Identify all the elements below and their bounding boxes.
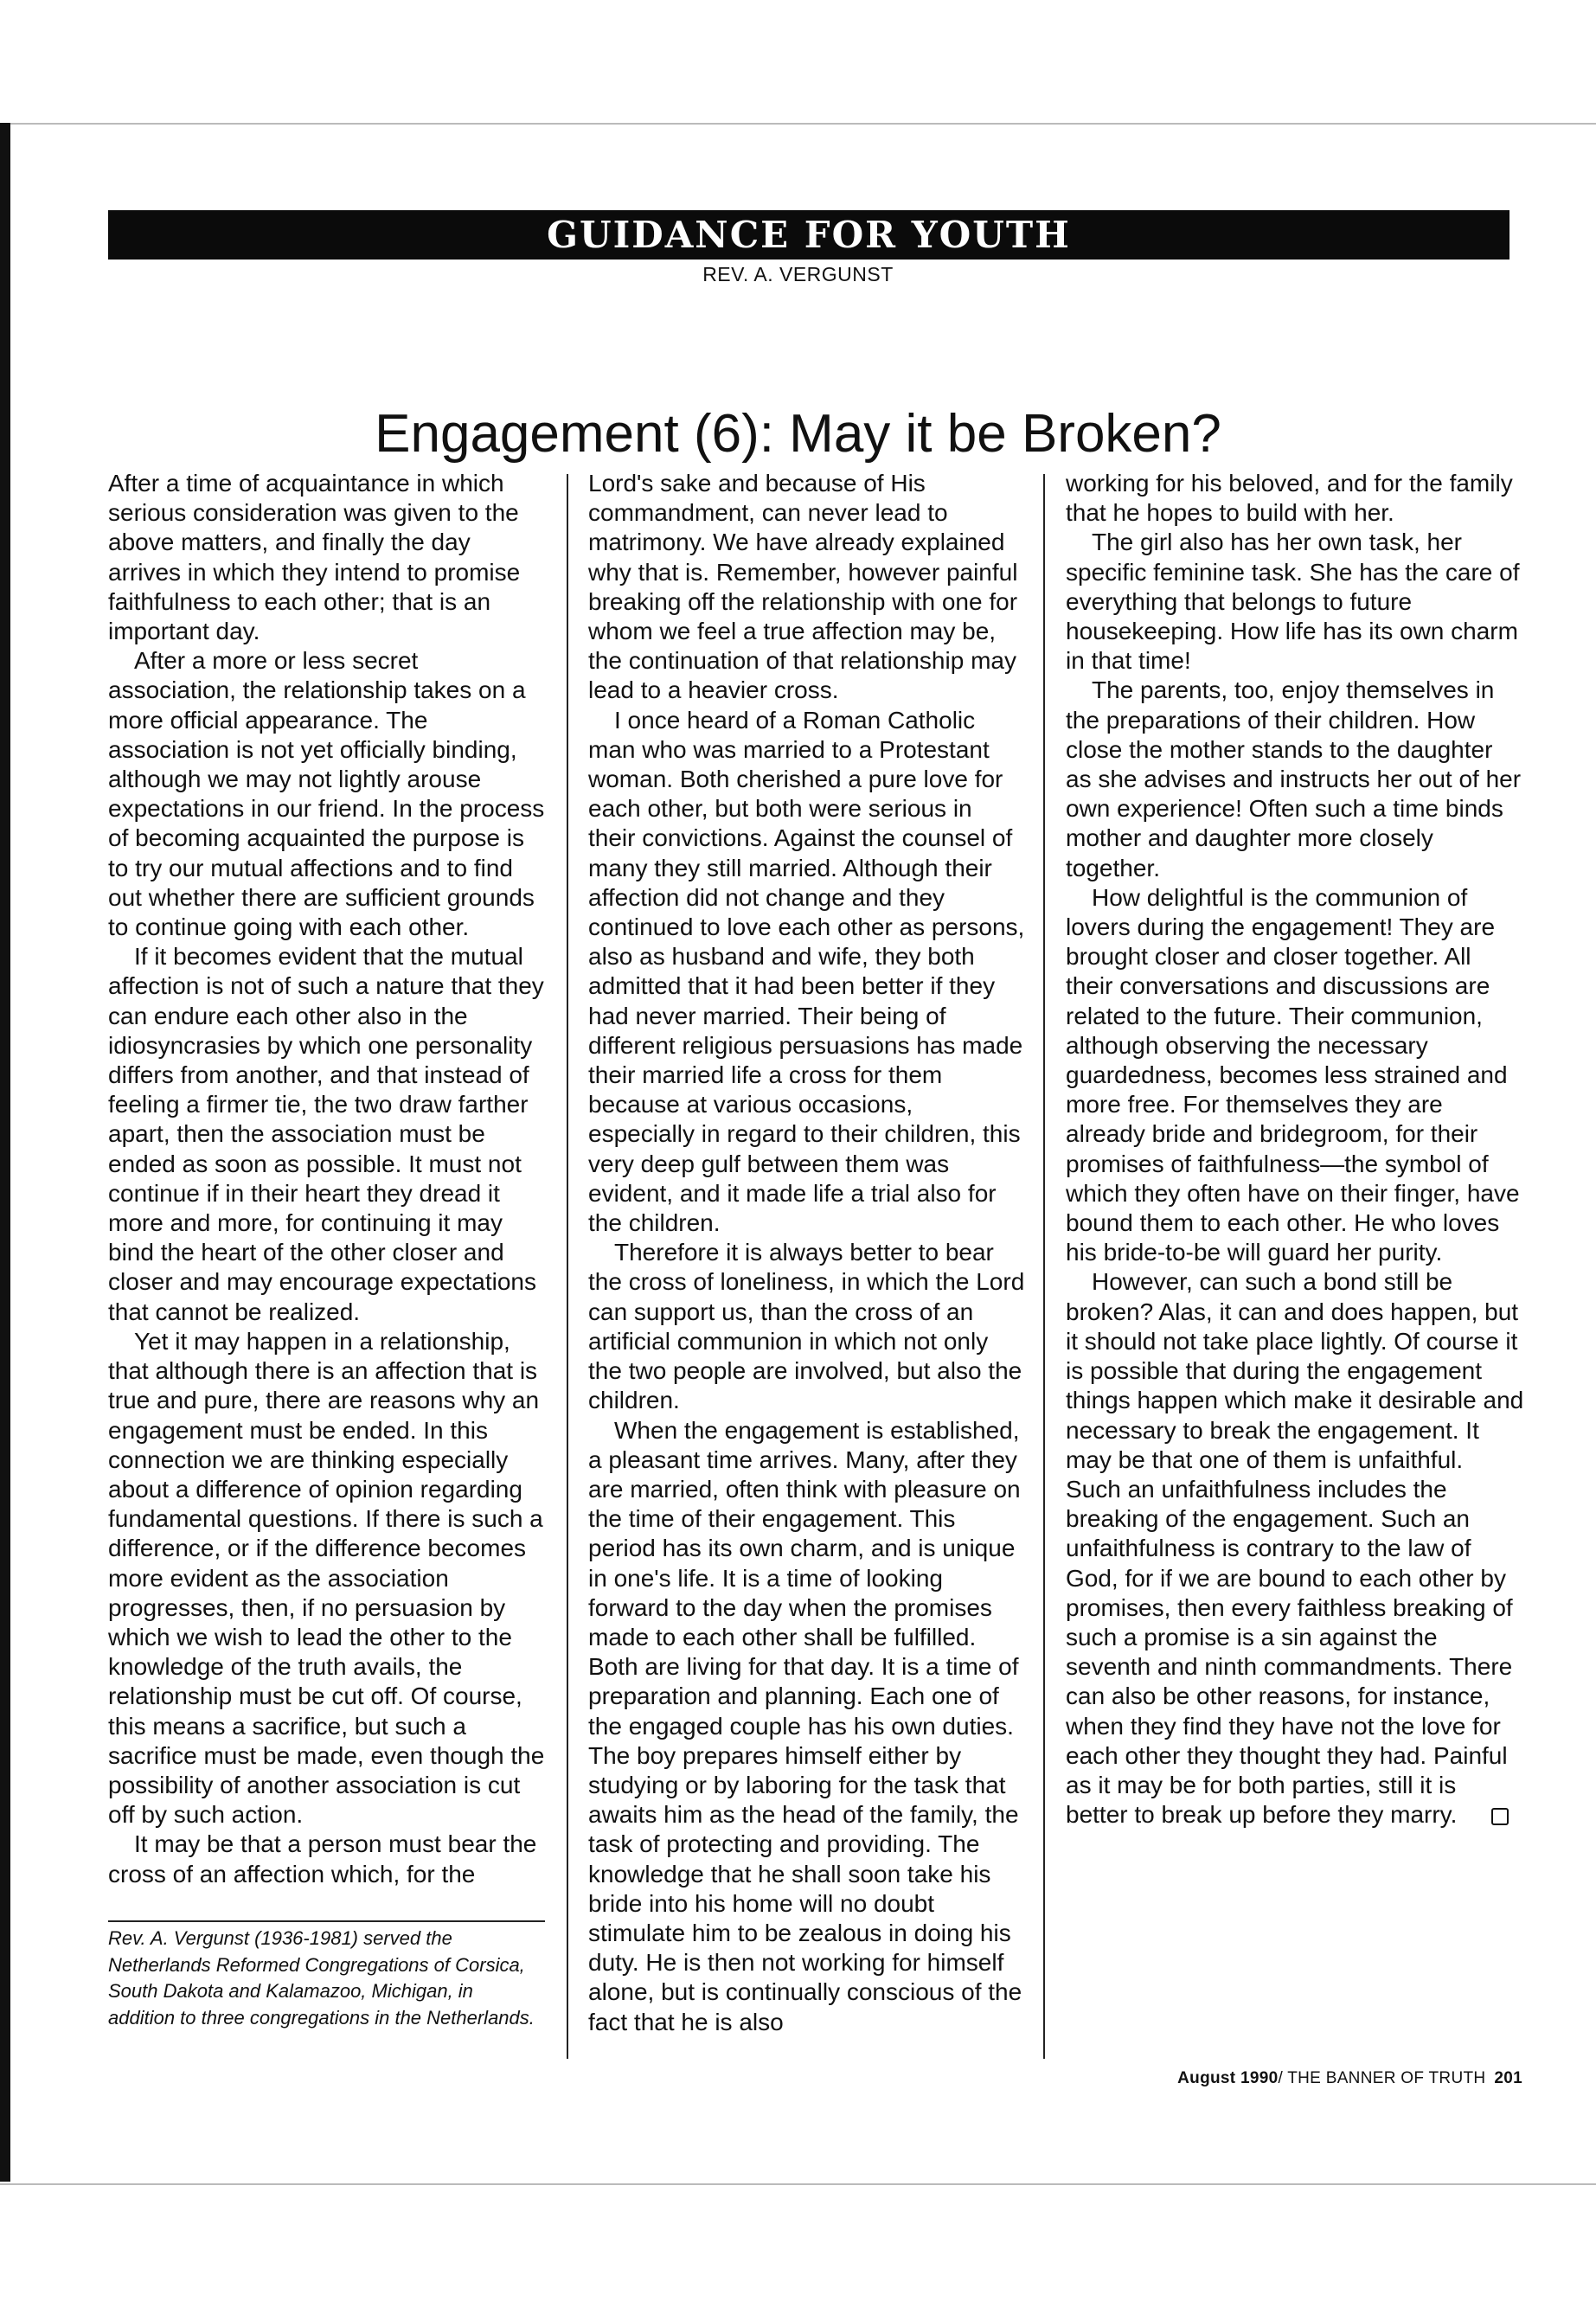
author-byline: REV. A. VERGUNST <box>702 263 894 285</box>
paragraph-last <box>1066 1267 1524 1830</box>
article-column-3 <box>1066 469 1524 1830</box>
article-column-1 <box>108 469 545 1889</box>
column-divider <box>567 474 568 2059</box>
paragraph: If it becomes evident that the mutual affection is not of such a nature that they can endure each other also in the idiosyncrasies by which one personality differs from another, and that instead of feeling a firmer tie, the two draw farther apart, then the association must be ended as soon as possible. It must not continue if in their heart they dread it more and more, for continuing it may bind the heart of the other closer and closer and may encourage expectations that cannot be realized. <box>108 943 544 1325</box>
page-footer <box>1177 2069 1522 2088</box>
paragraph: The parents, too, enjoy themselves in the preparations of their children. How close the mother stands to the daughter as she advises and instructs her out of her own experience! Often such a time binds mother and daughter more closely together. <box>1066 676 1522 881</box>
paragraph: Lord's sake and because of His commandment, can never lead to matrimony. We have already explained why that is. Remember, however painful breaking off the relationship with one for whom we feel a true affection may be, the continuation of that relationship may lead to a heavier cross. <box>588 470 1018 704</box>
paragraph: How delightful is the communion of lovers during the engagement! They are brought closer and closer together. All their conversations and discussions are related to the future. Their communion, although observing the necessary guardedness, becomes less strained and more free. For themselves they are already bride and bridegroom, for their promises of faithfulness—the symbol of which they often have on their finger, have bound them to each other. He who loves his bride-to-be will guard her purity. <box>1066 883 1520 1266</box>
paragraph: It may be that a person must bear the cross of an affection which, for the <box>108 1830 537 1888</box>
paragraph: When the engagement is established, a pleasant time arrives. Many, after they are married, often think with pleasure on the time of their engagement. This period has its own charm, and is unique in one's life. It is a time of looking forward to the day when the promises made to each other shall be fulfilled. Both are living for that day. It is a time of preparation and planning. Each one of the engaged couple has his own duties. The boy prepares himself either by studying or by laboring for the task that awaits him as the head of the family, the task of protecting and providing. The knowledge that he shall soon take his bride into his home will no doubt stimulate him to be zealous in doing his duty. He is then not working for himself alone, but is continually conscious of the fact that he is also <box>588 1416 1022 2035</box>
column-divider <box>1043 474 1045 2059</box>
page-number: 201 <box>1494 2069 1522 2087</box>
paragraph: The girl also has her own task, her specific feminine task. She has the care of everything that belongs to future housekeeping. How life has its own charm in that time! <box>1066 529 1520 675</box>
paragraph: Yet it may happen in a relationship, that although there is an affection that is true and pure, there are reasons why an engagement must be ended. In this connection we are thinking especially about a difference of opinion regarding fundamental questions. If there is such a difference, or if the difference becomes more evident as the association progresses, then, if no persuasion by which we wish to lead the other to the knowledge of the truth avails, the relationship must be cut off. Of course, this means a sacrifice, but such a sacrifice must be made, even though the possibility of another association is cut off by such action. <box>108 1327 545 1829</box>
paragraph: After a more or less secret association, the relationship takes on a more official appearance. The association is not yet officially binding, although we may not lightly arouse expectations in our friend. In the process of becoming acquainted the purpose is to try our mutual affections and to find out whether there are sufficient grounds to continue going with each other. <box>108 647 545 941</box>
paragraph: working for his beloved, and for the family that he hopes to build with her. <box>1066 470 1513 527</box>
paragraph: After a time of acquaintance in which serious consideration was given to the above matters, and finally the day arrives in which they intend to promise faithfulness to each other; that is an important day. <box>108 470 521 645</box>
article-column-2 <box>588 469 1025 2037</box>
author-footnote: Rev. A. Vergunst (1936-1981) served the Netherlands Reformed Congregations of Corsica, South Dakota and Kalamazoo, Michigan, in addition to three congregations in the Netherlands. <box>108 1927 535 2029</box>
footnote-divider <box>108 1920 545 1922</box>
paragraph: I once heard of a Roman Catholic man who was married to a Protestant woman. Both cherished a pure love for each other, but both were serious in their convictions. Against the counsel of many they still married. Although their affection did not change and they continued to love each other as persons, also as husband and wife, they both admitted that it had been better if they had never married. Their being of different religious persuasions has made their married life a cross for them because at various occasions, especially in regard to their children, this very deep gulf between them was evident, and it made life a trial also for the children. <box>588 706 1025 1237</box>
article-title: Engagement (6): May it be Broken? <box>375 404 1221 464</box>
end-of-article-icon <box>1491 1808 1509 1825</box>
publication-name: / THE BANNER OF TRUTH <box>1278 2069 1486 2087</box>
paragraph-text: However, can such a bond still be broken? Alas, it can and does happen, but it should not take place lightly. Of course it is possible that during the engagement things happen which make it desirable and necessary to break the engagement. It may be that one of them is unfaithful. Such an unfaithfulness includes the breaking of the engagement. Such an unfaithfulness is contrary to the law of God, for if we are bound to each other by promises, then every faithless breaking of such a promise is a sin against the seventh and ninth commandments. There can also be other reasons, for instance, when they find they have not the love for each other they thought they had. Painful as it may be for both parties, still it is better to break up before they marry. <box>1066 1268 1524 1829</box>
section-banner: GUIDANCE FOR YOUTH <box>108 210 1509 260</box>
paragraph: Therefore it is always better to bear the cross of loneliness, in which the Lord can support us, than the cross of an artificial communion in which not only the two people are involved, but also the children. <box>588 1239 1025 1414</box>
issue-date: August 1990 <box>1177 2069 1279 2087</box>
